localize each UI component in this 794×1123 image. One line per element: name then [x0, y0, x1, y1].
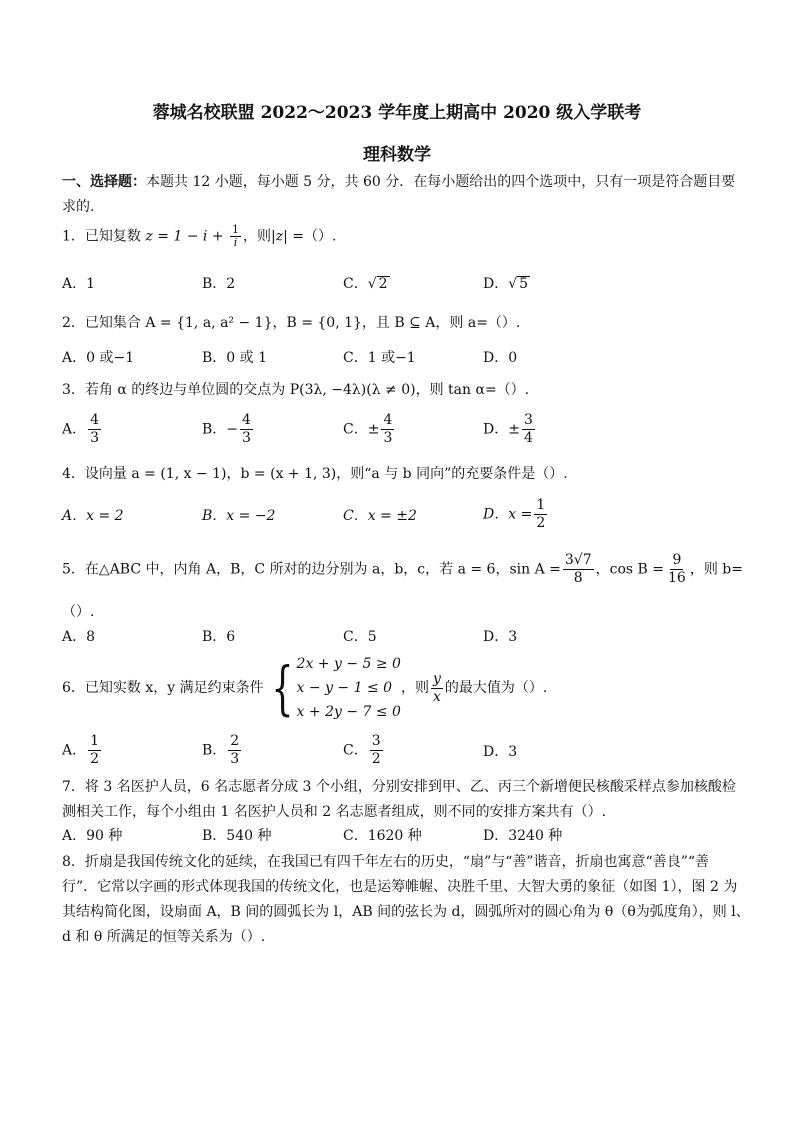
fraction-numerator: 2 — [230, 733, 240, 749]
math-expression: z = 1 − i + — [145, 228, 224, 245]
option-b: B．x = −2 — [202, 508, 276, 524]
math-expression: |z| = — [271, 228, 305, 245]
question-text: 在△ABC 中，内角 A，B，C 所对的边分别为 a，b，c，若 a = 6，sin A = — [84, 561, 561, 578]
option-c — [343, 412, 396, 447]
option-label: A． — [62, 421, 87, 438]
question-4-stem — [62, 464, 568, 484]
option-a — [62, 733, 103, 768]
option-d: D．√ 5 — [483, 276, 529, 292]
fraction-denominator: 16 — [668, 570, 686, 586]
fraction — [381, 412, 394, 447]
fraction-denominator: 8 — [573, 570, 583, 586]
question-7-stem — [62, 777, 736, 797]
question-text: 若角 α 的终边与单位圆的交点为 P(3λ, −4λ)(λ ≠ 0)，则 tan α=（）. — [84, 382, 530, 398]
question-number: 2． — [62, 315, 85, 331]
option-b: B．2 — [202, 276, 236, 292]
option-d: D．3 — [483, 629, 518, 645]
fraction-denominator: i — [233, 236, 238, 249]
fraction — [431, 671, 443, 706]
question-text: 的最大值为（）. — [444, 680, 548, 696]
option-a — [62, 412, 103, 447]
option-a: A．8 — [62, 629, 96, 645]
option-c: C．1 或−1 — [343, 350, 416, 366]
option-sign: ± — [508, 421, 520, 438]
fraction-numerator: 3 — [371, 733, 381, 749]
question-5-tail: （）. — [62, 604, 95, 620]
section-intro — [62, 172, 735, 192]
option-label: C． — [343, 421, 368, 438]
radicand: 2 — [378, 276, 388, 292]
fraction-numerator: 4 — [90, 412, 100, 428]
question-text: 设向量 a = (1, x − 1)，b = (x + 1, 3)，则“a 与 b 同向”的充要条件是（）. — [84, 466, 568, 482]
fraction — [563, 552, 594, 587]
fraction-numerator: 1 — [90, 733, 100, 749]
option-c: C．5 — [343, 629, 377, 645]
option-c: C．√ 2 — [343, 276, 388, 292]
constraint-system — [264, 652, 401, 724]
question-text: 将 3 名医护人员，6 名志愿者分成 3 个小组，分别安排到甲、乙、丙三个新增便民核酸采样点参加核酸检 — [84, 779, 736, 795]
question-2-stem — [62, 313, 520, 333]
fraction-denominator: 3 — [90, 430, 100, 446]
question-5-stem — [62, 552, 743, 587]
fraction-numerator: 3 — [523, 412, 533, 428]
option-d: D．3240 种 — [483, 828, 563, 844]
question-8-line2: 行”．它常以字画的形式体现我国的传统文化，也是运筹帷幄、决胜千里、大智大勇的象征（如图 1），图 2 为 — [62, 879, 738, 895]
option-label: A． — [62, 742, 87, 759]
exam-title: 蓉城名校联盟 2022～2023 学年度上期高中 2020 级入学联考 — [152, 103, 642, 123]
option-label: B． — [202, 742, 227, 759]
option-c: C．x = ±2 — [343, 508, 417, 524]
option-label: D． — [483, 421, 509, 438]
option-c: C．1620 种 — [343, 828, 422, 844]
fraction — [534, 497, 547, 532]
question-1-stem — [62, 224, 336, 249]
fraction-denominator: 2 — [536, 515, 546, 531]
option-a: A．1 — [62, 276, 96, 292]
constraint: 2x + y − 5 ≥ 0 — [296, 656, 401, 672]
fraction-numerator: 1 — [232, 223, 240, 236]
fraction — [228, 733, 241, 768]
option-b: B．0 或 1 — [202, 350, 268, 366]
section-heading: 一、选择题： — [62, 174, 146, 190]
option-b — [202, 733, 243, 768]
question-8-stem — [62, 852, 709, 872]
fraction — [240, 412, 253, 447]
question-number: 6． — [62, 680, 85, 696]
fraction-numerator: 3√7 — [564, 552, 592, 568]
option-a: A．0 或−1 — [62, 350, 135, 366]
question-number: 5． — [62, 561, 85, 578]
fraction-numerator: 4 — [383, 412, 393, 428]
option-label: B． — [202, 421, 227, 438]
constraint: x − y − 1 ≤ 0 — [296, 680, 393, 696]
left-brace-icon: { — [271, 654, 294, 722]
fraction-numerator: 4 — [242, 412, 251, 428]
fraction — [522, 412, 535, 447]
question-3-stem — [62, 380, 529, 400]
fraction — [666, 552, 688, 587]
option-label: D．x = — [483, 506, 533, 523]
fraction-denominator: 3 — [230, 751, 240, 767]
fraction-numerator: 9 — [672, 552, 682, 568]
question-text: ，cos B = — [595, 561, 664, 578]
question-6-stem — [62, 652, 547, 724]
question-7-line2: 测相关工作，每个小组由 1 名医护人员和 2 名志愿者组成，则不同的安排方案共有（）. — [62, 804, 607, 820]
question-8-line3: 其结构简化图，设扇面 A，B 间的圆弧长为 l，AB 间的弦长为 d，圆弧所对的圆心角为 θ（θ为弧度角），则 l、 — [62, 904, 750, 920]
question-text: ，则 — [243, 228, 272, 245]
section-intro-line2: 求的. — [62, 199, 95, 215]
question-number: 1． — [62, 228, 85, 245]
fraction-denominator: x — [432, 688, 441, 705]
option-label: C． — [343, 276, 368, 292]
question-number: 8． — [62, 854, 85, 870]
option-c — [343, 733, 385, 768]
constraint: x + 2y − 7 ≤ 0 — [296, 704, 401, 720]
option-label: C． — [343, 742, 368, 759]
section-intro-line1: 本题共 12 小题，每小题 5 分，共 60 分．在每小题给出的四个选项中，只有一项是符合题目要 — [146, 174, 736, 190]
option-sign: − — [226, 421, 239, 438]
option-d: D．0 — [483, 350, 518, 366]
option-d — [483, 497, 549, 532]
radicand: 5 — [519, 276, 529, 292]
question-number: 4． — [62, 466, 85, 482]
fraction — [230, 224, 241, 249]
question-text: 已知集合 A = {1, a, a² − 1}，B = {0, 1}，且 B ⊆ A，则 a=（）. — [84, 315, 521, 331]
option-a: A．90 种 — [62, 828, 123, 844]
question-text: 已知复数 — [84, 228, 141, 245]
constraint-lines — [297, 652, 401, 724]
question-number: 3． — [62, 382, 85, 398]
question-number: 7． — [62, 779, 85, 795]
option-b: B．6 — [202, 629, 236, 645]
fraction-numerator: 1 — [536, 497, 546, 513]
fraction — [370, 733, 383, 768]
option-b — [202, 412, 255, 447]
exam-subject: 理科数学 — [363, 145, 431, 165]
option-label: D． — [483, 276, 509, 292]
option-sign: ± — [367, 421, 380, 438]
fraction — [88, 733, 101, 768]
question-8-line4: d 和 θ 所满足的恒等关系为（）. — [62, 929, 266, 945]
fraction — [88, 412, 101, 447]
question-text: ，则 b= — [689, 561, 743, 578]
fraction-denominator: 2 — [371, 751, 381, 767]
fraction-denominator: 2 — [90, 751, 100, 767]
fraction-numerator: y — [432, 670, 441, 687]
fraction-denominator: 3 — [383, 430, 393, 446]
option-d — [483, 412, 537, 447]
fraction-denominator: 3 — [242, 430, 251, 446]
option-a: A．x = 2 — [62, 508, 124, 524]
fraction-denominator: 4 — [523, 430, 533, 446]
question-text: 已知实数 x，y 满足约束条件 — [84, 680, 264, 696]
question-text: ，则 — [400, 680, 429, 696]
option-d: D．3 — [483, 744, 518, 760]
question-text: 折扇是我国传统文化的延续，在我国已有四千年左右的历史，“扇”与“善”谐音，折扇也寓意“善良”“善 — [84, 854, 710, 870]
question-text: （）. — [304, 228, 337, 245]
option-b: B．540 种 — [202, 828, 272, 844]
